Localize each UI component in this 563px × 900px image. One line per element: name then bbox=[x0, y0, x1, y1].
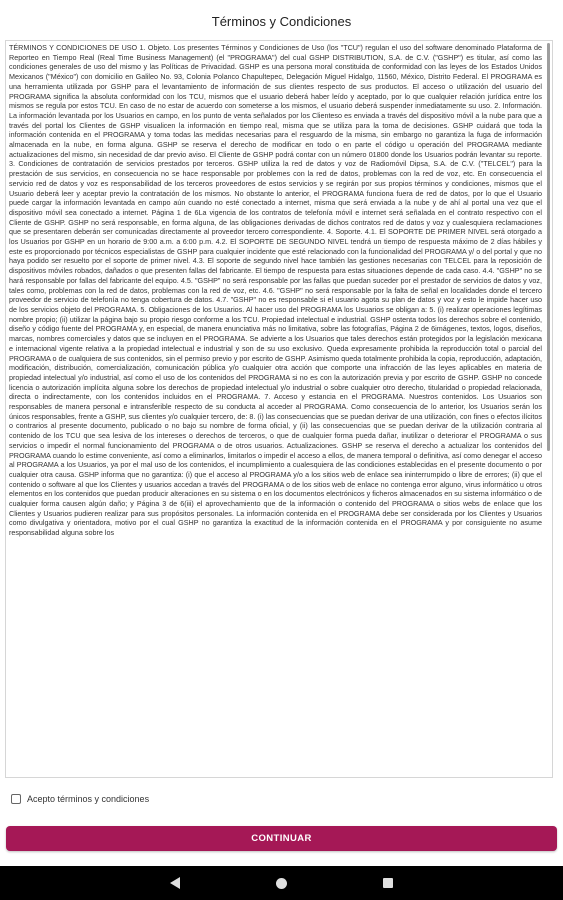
terms-scroll-area[interactable] bbox=[5, 40, 553, 778]
continue-button[interactable]: CONTINUAR bbox=[6, 826, 557, 851]
accept-terms-row[interactable] bbox=[11, 792, 149, 806]
terms-text: TÉRMINOS Y CONDICIONES DE USO 1. Objeto. Los presentes Términos y Condiciones de Uso (los "TCU") regulan el uso del software denominado Plataforma de Reporteo en Tiempo Real (Real Time Business Management) (el "PROGRAMA") del cual GSHP DISTRIBUTION, S.A. de C.V. ("GSHP") es titular, así como las condiciones generales de uso del mismo y las Políticas de Privacidad. GSHP es una persona moral constituida de conformidad con las leyes de los Estados Unidos Mexicanos ("México") con domicilio en Galileo No. 93, Colonia Polanco Chapultepec, Delegación Miguel Hidalgo, 11560, México, Distrito Federal. El PROGRAMA es una herramienta utilizada por GSHP para el levantamiento de información de sus clientes respecto de sus productos. El acceso o utilización del usuario del PROGRAMA significa la absoluta conformidad con los TCU, mismos que el usuario deberá haber leído y aceptado, por lo que cualquier relación jurídica entre los mismos se regula por estos TCU. En caso de no estar de acuerdo con someterse a los mismos, el usuario deberá suspender inmediatamente su uso. 2. Información. La información levantada por los Usuarios en campo, en los punto de venta señalados por los Clienteso es enviada a través del dispositivo móvil a la nube para que a través del portal los Clientes de GSHP visualicen la información en tiempo real, misma que se utiliza para la toma de decisiones. GSHP cuidará que toda la información contenida en el PROGRAMA y toma todas las medidas necesarias para el resguardo de la misma, sin embargo no garantiza la fuga de información almacenada en la nube, en forma alguna. GSHP se reserva el derecho de modificar en todo o en parte el código u operación del PROGRAMA mediante actualizaciones del mismo, sin necesidad de dar previo aviso. El Cliente de GSHP podrá contar con un número 01800 donde los Usuarios podrán levantar su reporte. 3. Condiciones de contratación de servicios prestados por terceros. GSHP utiliza la red de datos y voz de Radiomóvil Dipsa, S.A. de C.V. ("TELCEL") para la prestación de sus servicios, en consecuencia no se hace responsable por problemes con la red de datos, problemas con la red de voz, etc. En consecuencia el servicio red de datos y voz es responsabilidad de los terceros proveedores de estos servicios y se regirán por sus propios términos y condiciones, mismos que el Usuario deberá leer y aceptar previo la contratación de los mismos. No obstante lo anterior, el PROGRAMA funciona fuera de red de datos, por lo que el Usuario puede cargar la información levantada en campo aún cuando no esté conectado a internet, misma que será enviada a la nube y de ahí al portal una vez que el dispositivo móvil sea conectado a internet. Página 1 de 6La vigencia de los contratos de telefonía móvil e internet será señalada en el contrato respectivo con el Cliente de GSHP. GSHP no será responsable, en forma alguna, de las obligaciones derivadas de dichos contratos red de datos y voz y cualesquiera reclamaciones que se presentaren deberán ser comunicadas directamente al proveedor tercero correspondiente. 4. Soporte. 4.1. El SOPORTE DE PRIMER NIVEL será otorgado a los Usuarios por GSHP en un horario de 9:00 a.m. a 6:00 p.m. 4.2. El SOPORTE DE SEGUNDO NIVEL tendrá un tiempo de respuesta máximo de 2 días hábiles y este es proporcionado por técnicos especialistas de GSHP para cualquier incidente que esté relacionado con la funcionalidad del PROGRAMA y/ o del portal y que no haya podido ser resuelto por el soporte de primer nivel. 4.3. El soporte de segundo nivel hace también las gestiones necesarias con TELCEL para la reposición de dispositivos móviles robados, dañados o que presenten fallas del fabricante. El tiempo de respuesta para estas situaciones depende de cada caso. 4.4. "GSHP" no se hará responsable por fallas del fabricante del equipo. 4.5. "GSHP" no será responsable por las fallas que puedan suceder por el prestador de servicios de datos y voz, tales como, problemas con la red de datos, problemas con la red de voz, etc. 4.6. "GSHP" no será responsable por la falta de señal en localidades donde el tercero proveedor de servicio de telefonía no tenga cobertura de datos. 4.7. "GSHP" no es responsable si el usuario agota su plan de datos y voz y esto le impide hacer uso de los servicios objeto del PROGRAMA. 5. Obligaciones de los Usuarios. Al hacer uso del PROGRAMA los Usuarios se obligan a: 5. (i) realizar operaciones legítimas nombre propio; (ii) utilizar la página bajo su propio riesgo conforme a los TCU. Propiedad intelectual e industrial. GSHP ostenta todos los derechos sobre el contenido, diseño y código fuente del PROGRAMA y, en especial, de manera enunciativa más no limitativa, sobre las fotografías, Página 2 de 6imágenes, textos, logos, diseños, marcas, nombres comerciales y datos que se incluyen en el PROGRAMA. Se advierte a los Usuarios que tales derechos están protegidos por la legislación mexicana e internacional vigente relativa a la propiedad intelectual e industrial y son de su uso exclusivo. Queda expresamente prohibida la reproducción total o parcial del PROGRAMA o de cualquiera de sus contenidos, sin el permiso previo y por escrito de GSHP. Asimismo queda totalmente prohibida la copia, reproducción, adaptación, modificación, distribución, comercialización, comunicación pública y/o cualquier otra acción que comporte una infracción de las leyes aplicables en materia de propiedad intelectual y/o industrial, así como el uso de los contenidos del PROGRAMA si no es con la autorización previa y por escrito de GSHP. GSHP no concede licencia o autorización implícita alguna sobre los derechos de propiedad intelectual y/o industrial o sobre cualquier otro derecho, titularidad o propiedad relacionada, directa o indirectamente, con los contenidos incluidos en el PROGRAMA. 7. Acceso y estancia en el PROGRAMA. Nuestros contenidos. Los Usuarios son responsables de manera personal e intransferible respecto de su conducta al acceder al PROGRAMA. Como consecuencia de lo anterior, los Usuarios serán los únicos responsables, frente a GSHP, sus clientes y/o cualquier tercero, de: 8. (i) las consecuencias que se puedan derivar de una utilización, con fines o efectos ilícitos o contrarios al presente documento, publicado o no bajo su nombre de forma oficial, y (ii) las consecuencias que se puedan derivar de la utilización contraria al contenido de los TCU que sea lesiva de los intereses o derechos de terceros, o que de cualquier forma pueda dañar, inutilizar o deteriorar el PROGRAMA o sus servicios o impedir el normal funcionamiento del PROGRAMA o de otros usuarios. Actualizaciones. GSHP se reserva el derecho a actualizar los contenidos del PROGRAMA cuando lo estime conveniente, así como a eliminarlos, limitarlos o impedir el acceso a ellos, de manera temporal o definitiva, así como denegar el acceso al PROGRAMA a los Usuarios, ya por el mal uso de los contenidos, el incumplimiento a cualesquiera de las condiciones establecidas en el presente documento o por cualquier otra causa. GSHP informa que no garantiza: (i) que el acceso al PROGRAMA y/o a los sitios web de enlace sea ininterrumpido o libre de errores; (ii) que el contenido o software al que los Clientes y usuarios accedan a través del PROGRAMA o de los sitios web de enlace no contenga error alguno, virus informático u otros elementos en los contenidos que puedan producir alteraciones en su sistema o en los documentos electrónicos y ficheros almacenados en su sistema informático o de cualquier forma causen algún daño; y Página 3 de 6(iii) el aprovechamiento que de la información o contenido del PROGRAMA o sitios webs de enlace que los Clientes y Usuarios pudieren realizar para sus propósitos personales. La información contenida en el PROGRAMA debe ser considerada por los Clientes y Usuarios como divulgativa y orientadora, motivo por el cual GSHP no garantiza la exactitud de la información contenida en el PROGRAMA y por consiguiente no asume responsabilidad alguna sobre los bbox=[9, 43, 542, 538]
accept-terms-checkbox[interactable] bbox=[11, 794, 21, 804]
scrollbar[interactable] bbox=[547, 43, 550, 451]
accept-terms-label[interactable]: Acepto términos y condiciones bbox=[27, 794, 150, 804]
scroll-fade bbox=[6, 767, 552, 777]
page-title: Términos y Condiciones bbox=[211, 13, 352, 29]
home-icon[interactable] bbox=[276, 878, 287, 889]
back-icon[interactable] bbox=[170, 877, 180, 889]
recents-icon[interactable] bbox=[383, 878, 393, 888]
system-nav-bar bbox=[0, 866, 563, 900]
